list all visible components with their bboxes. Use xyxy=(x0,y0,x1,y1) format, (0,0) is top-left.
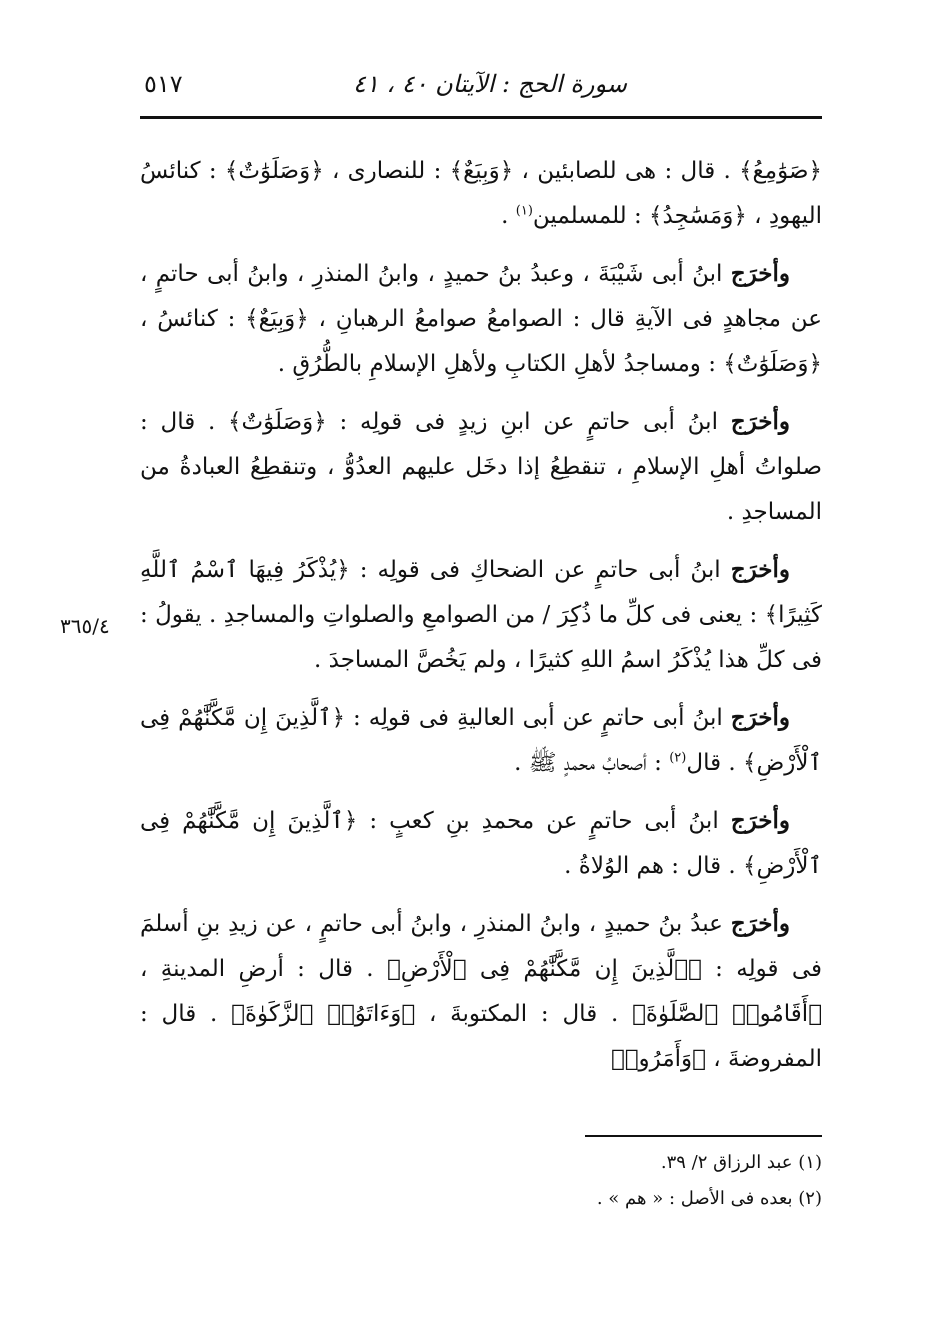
paragraph-lead: وأخرَج xyxy=(730,704,790,731)
running-title: سورة الحج : الآيتان ٤٠ ، ٤١ xyxy=(352,70,627,98)
paragraph-tail: . xyxy=(501,203,516,229)
paragraph-text: ابنُ أبى حاتمٍ عن ابنِ زيدٍ فى قولِه : ﴿وَصَلَوَٰتٌ﴾ . قال : صلواتُ أهلِ الإسلامِ ، تنقطِعُ إذا دخَل عليهم العدُوُّ ، وتنقطِعُ العبادةُ من المساجدِ . xyxy=(140,409,822,525)
footnotes xyxy=(400,1145,822,1217)
paragraph-6 xyxy=(140,798,822,889)
paragraph-tail: : أصحابُ محمدٍ ﷺ . xyxy=(514,750,670,776)
page-header xyxy=(140,62,822,112)
paragraph-5 xyxy=(140,695,822,786)
paragraph-text: ﴿صَوَٰمِعُ﴾ . قال : هى للصابئين ، ﴿وَبِيَعٌ﴾ : للنصارى ، ﴿وَصَلَوَٰتٌ﴾ : كنائسُ اليهودِ ، ﴿وَمَسَٰجِدُ﴾ : للمسلمين xyxy=(140,158,822,229)
footnote-1: (١) عبد الرزاق ٢/ ٣٩. xyxy=(660,1152,822,1173)
paragraph-lead: وأخرَج xyxy=(730,910,790,937)
page-body xyxy=(140,148,822,1094)
footnote-2: (٢) بعده فى الأصل : « هم » . xyxy=(596,1188,822,1209)
paragraph-lead: وأخرَج xyxy=(730,260,790,287)
paragraph-text: ابنُ أبى شَيْبَةَ ، وعبدُ بنُ حميدٍ ، وابنُ المنذرِ ، وابنُ أبى حاتمٍ ، عن مجاهدٍ فى الآيةِ قال : الصوامعُ صوامعُ الرهبانِ ، ﴿وَبِيَعٌ﴾ : كنائسُ ، ﴿وَصَلَوَٰتٌ﴾ : ومساجدُ لأهلِ الكتابِ ولأهلِ الإسلامِ بالطُّرُقِ . xyxy=(140,261,822,377)
paragraph-lead: وأخرَج xyxy=(730,408,790,435)
paragraph-text: عبدُ بنُ حميدٍ ، وابنُ المنذرِ ، وابنُ أبى حاتمٍ ، عن زيدِ بنِ أسلمَ فى قولِه : ﴿ٱلَّذِينَ إِن مَّكَّنَّٰهُمْ فِى ٱلْأَرْضِ﴾ . قال : أرضِ المدينةِ ، ﴿أَقَامُوا۟ ٱلصَّلَوٰةَ﴾ . قال : المكتوبةَ ، ﴿وَءَاتَوُا۟ ٱلزَّكَوٰةَ﴾ . قال : المفروضةَ ، ﴿وَأَمَرُوا۟ xyxy=(140,911,822,1072)
paragraph-3 xyxy=(140,399,822,535)
paragraph-2 xyxy=(140,251,822,387)
paragraph-text: ابنُ أبى حاتمٍ عن أبى العاليةِ فى قولِه : ﴿ٱلَّذِينَ إِن مَّكَّنَّٰهُمْ فِى ٱلْأَرْضِ﴾ . قال xyxy=(140,705,822,776)
paragraph-lead: وأخرَج xyxy=(730,807,790,834)
page-number: ٥١٧ xyxy=(144,70,183,98)
footnote-rule xyxy=(585,1135,822,1137)
paragraph-1 xyxy=(140,148,822,239)
paragraph-text: ابنُ أبى حاتمٍ عن محمدِ بنِ كعبٍ : ﴿ٱلَّذِينَ إِن مَّكَّنَّٰهُمْ فِى ٱلْأَرْضِ﴾ . قال : هم الوُلاةُ . xyxy=(140,808,822,879)
paragraph-text: ابنُ أبى حاتمٍ عن الضحاكِ فى قولِه : ﴿يُذْكَرُ فِيهَا ٱسْمُ ٱللَّهِ كَثِيرًا﴾ : يعنى فى كلِّ ما ذُكِرَ / من الصوامعِ والصلواتِ والمساجدِ . يقولُ : فى كلِّ هذا يُذْكَرُ اسمُ اللهِ كثيرًا ، ولم يَخُصَّ المساجدَ . xyxy=(140,557,822,673)
footnote-marker: (٢) xyxy=(669,750,687,766)
footnote-marker: (١) xyxy=(515,203,533,219)
paragraph-7 xyxy=(140,901,822,1082)
margin-reference: ٣٦٥/٤ xyxy=(60,614,110,638)
paragraph-lead: وأخرَج xyxy=(730,556,790,583)
header-rule xyxy=(140,116,822,119)
paragraph-4 xyxy=(140,547,822,683)
